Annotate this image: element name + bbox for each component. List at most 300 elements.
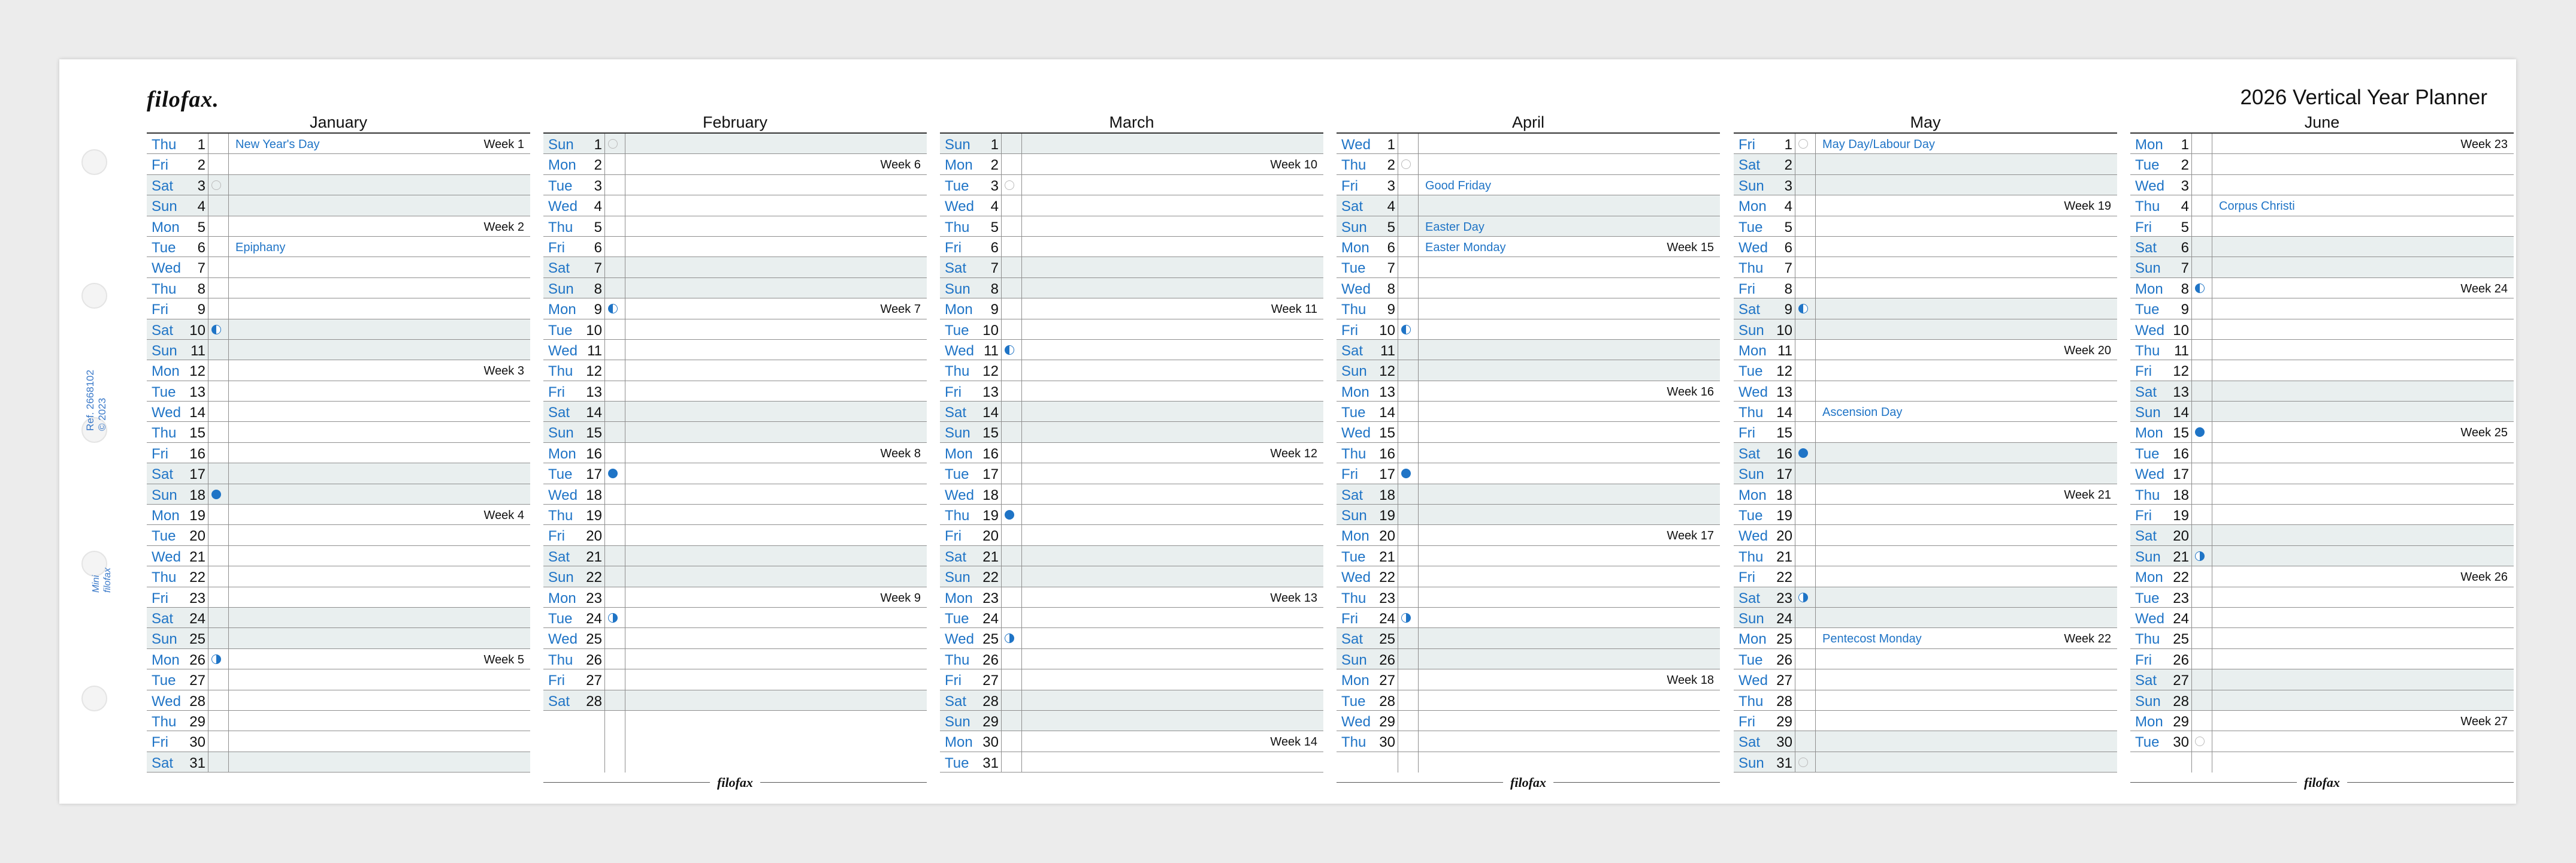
day-of-week: Sat (1341, 487, 1363, 503)
day-row[interactable] (940, 484, 1323, 505)
day-number: 9 (594, 301, 602, 318)
day-row[interactable] (1734, 649, 2117, 669)
day-of-week: Sat (152, 610, 174, 627)
day-row[interactable] (1734, 608, 2117, 628)
day-number: 27 (1379, 672, 1395, 689)
day-of-week: Thu (2135, 198, 2160, 215)
footer-logo: filofax (2297, 775, 2347, 790)
day-row[interactable] (147, 340, 530, 360)
day-row[interactable] (543, 298, 927, 319)
day-row[interactable] (2130, 566, 2514, 587)
day-row[interactable] (543, 443, 927, 463)
day-row[interactable] (543, 134, 927, 154)
week-number: Week 2 (483, 220, 524, 234)
day-number: 19 (2173, 508, 2189, 524)
day-row[interactable] (543, 505, 927, 525)
day-number: 3 (594, 177, 602, 194)
day-of-week: Tue (945, 466, 969, 483)
week-number: Week 4 (483, 509, 524, 523)
day-row[interactable] (1337, 257, 1720, 277)
day-row[interactable] (147, 360, 530, 381)
day-row[interactable] (940, 422, 1323, 442)
reference-code (77, 329, 119, 431)
day-row[interactable] (147, 195, 530, 216)
day-number: 12 (1776, 363, 1792, 380)
day-row[interactable] (147, 669, 530, 690)
day-of-week: Tue (1739, 219, 1763, 236)
day-row[interactable] (2130, 278, 2514, 298)
day-of-week: Sat (2135, 528, 2157, 545)
day-of-week: Thu (2135, 631, 2160, 648)
day-of-week: Sat (1739, 301, 1761, 318)
day-row[interactable] (1734, 752, 2117, 773)
day-of-week: Mon (1739, 198, 1767, 215)
day-number: 5 (1784, 219, 1792, 236)
day-of-week: Mon (2135, 425, 2163, 442)
day-row[interactable] (1337, 360, 1720, 381)
day-number: 15 (189, 425, 205, 442)
day-row[interactable] (543, 360, 927, 381)
day-row[interactable] (1337, 216, 1720, 237)
day-row[interactable] (1337, 175, 1720, 195)
day-of-week: Thu (1341, 734, 1366, 751)
day-row[interactable] (147, 505, 530, 525)
day-row[interactable] (1337, 525, 1720, 545)
day-number: 20 (189, 528, 205, 545)
footer-logo-line (1337, 775, 1720, 790)
month-header: January (147, 112, 530, 134)
day-row[interactable] (940, 402, 1323, 422)
day-row[interactable] (1734, 525, 2117, 545)
day-number: 9 (197, 301, 205, 318)
day-row[interactable] (940, 546, 1323, 566)
day-number: 18 (2173, 487, 2189, 503)
day-row[interactable] (147, 422, 530, 442)
day-row[interactable] (1734, 340, 2117, 360)
day-of-week: Sun (548, 569, 574, 586)
day-row[interactable] (543, 402, 927, 422)
day-number: 2 (1387, 157, 1395, 174)
last-quarter-moon-icon (1401, 325, 1411, 334)
day-row[interactable] (940, 690, 1323, 711)
day-row[interactable] (147, 298, 530, 319)
day-row[interactable] (940, 649, 1323, 669)
day-of-week: Sat (548, 260, 570, 277)
day-row[interactable] (1734, 195, 2117, 216)
day-row[interactable] (2130, 669, 2514, 690)
day-row[interactable] (1337, 402, 1720, 422)
day-of-week: Wed (1341, 425, 1371, 442)
day-number: 26 (586, 651, 602, 668)
day-row[interactable] (1337, 422, 1720, 442)
day-of-week: Wed (945, 198, 974, 215)
day-of-week: Mon (152, 651, 180, 668)
day-number: 20 (1379, 528, 1395, 545)
day-of-week: Mon (945, 445, 973, 462)
day-of-week: Thu (548, 219, 573, 236)
day-row[interactable] (1734, 566, 2117, 587)
day-number: 4 (594, 198, 602, 215)
day-row[interactable] (940, 319, 1323, 340)
day-row[interactable] (147, 216, 530, 237)
day-row[interactable] (543, 587, 927, 608)
day-row[interactable] (940, 443, 1323, 463)
day-row[interactable] (1734, 175, 2117, 195)
day-row[interactable] (2130, 257, 2514, 277)
day-row[interactable] (1337, 711, 1720, 731)
day-row[interactable] (543, 546, 927, 566)
day-row[interactable] (2130, 443, 2514, 463)
day-row[interactable] (940, 154, 1323, 174)
day-row[interactable] (2130, 134, 2514, 154)
day-row[interactable] (1337, 340, 1720, 360)
day-row[interactable] (543, 340, 927, 360)
day-row[interactable] (147, 237, 530, 257)
day-row[interactable] (940, 505, 1323, 525)
day-row[interactable] (1337, 463, 1720, 484)
day-row[interactable] (147, 484, 530, 505)
week-number: Week 13 (1270, 591, 1317, 605)
day-number: 31 (189, 755, 205, 771)
day-row[interactable] (1337, 628, 1720, 648)
day-row[interactable] (2130, 587, 2514, 608)
week-number: Week 21 (2064, 488, 2111, 502)
day-of-week: Fri (1739, 137, 1755, 153)
day-row[interactable] (147, 690, 530, 711)
day-row[interactable] (147, 711, 530, 731)
day-row[interactable] (940, 525, 1323, 545)
day-row[interactable] (1337, 587, 1720, 608)
day-of-week: Tue (1739, 363, 1763, 380)
day-number: 29 (189, 713, 205, 730)
day-row[interactable] (1337, 731, 1720, 752)
day-row[interactable] (1337, 278, 1720, 298)
brand-logo: filofax. (147, 87, 219, 112)
day-row[interactable] (1734, 278, 2117, 298)
first-quarter-moon-icon (2195, 551, 2205, 561)
day-row[interactable] (940, 711, 1323, 731)
day-row[interactable] (543, 237, 927, 257)
day-row[interactable] (2130, 175, 2514, 195)
day-number: 12 (982, 363, 999, 380)
day-row[interactable] (543, 319, 927, 340)
day-row[interactable] (1337, 649, 1720, 669)
day-row[interactable] (543, 649, 927, 669)
day-row[interactable] (543, 628, 927, 648)
day-row[interactable] (2130, 319, 2514, 340)
day-number: 22 (189, 569, 205, 586)
day-row[interactable] (543, 690, 927, 711)
day-of-week: Thu (152, 137, 177, 153)
day-row[interactable] (940, 216, 1323, 237)
day-number: 10 (982, 322, 999, 339)
day-number: 14 (1379, 405, 1395, 421)
day-of-week: Tue (1341, 405, 1366, 421)
day-of-week: Fri (1739, 425, 1755, 442)
day-row[interactable] (543, 175, 927, 195)
day-row[interactable] (147, 649, 530, 669)
day-number: 6 (1387, 239, 1395, 256)
day-row[interactable] (1337, 134, 1720, 154)
day-row[interactable] (2130, 154, 2514, 174)
day-row[interactable] (2130, 525, 2514, 545)
day-of-week: Sun (1739, 177, 1764, 194)
day-row[interactable] (2130, 463, 2514, 484)
day-row[interactable] (1337, 319, 1720, 340)
day-number: 15 (982, 425, 999, 442)
day-row[interactable] (543, 566, 927, 587)
day-row[interactable] (147, 175, 530, 195)
day-row[interactable] (1734, 731, 2117, 752)
day-row[interactable] (1734, 319, 2117, 340)
day-row[interactable] (147, 154, 530, 174)
day-row[interactable] (940, 278, 1323, 298)
week-number: Week 11 (1271, 303, 1317, 316)
day-row[interactable] (2130, 649, 2514, 669)
day-of-week: Sun (152, 342, 177, 359)
day-row[interactable] (940, 566, 1323, 587)
day-number: 17 (586, 466, 602, 483)
day-row[interactable] (147, 587, 530, 608)
day-of-week: Tue (945, 322, 969, 339)
day-row[interactable] (940, 628, 1323, 648)
day-number: 9 (990, 301, 999, 318)
day-number: 11 (1380, 342, 1395, 359)
day-row[interactable] (940, 195, 1323, 216)
day-row[interactable] (1734, 484, 2117, 505)
day-row[interactable] (1337, 505, 1720, 525)
day-of-week: Mon (2135, 713, 2163, 730)
day-row[interactable] (940, 134, 1323, 154)
day-row[interactable] (1734, 360, 2117, 381)
day-row[interactable] (1337, 566, 1720, 587)
day-row[interactable] (940, 608, 1323, 628)
footer-logo: filofax (1503, 775, 1553, 790)
day-of-week: Thu (1341, 301, 1366, 318)
day-number: 4 (990, 198, 999, 215)
day-row[interactable] (1734, 669, 2117, 690)
day-row[interactable] (1734, 298, 2117, 319)
day-number: 16 (1776, 445, 1792, 462)
day-row[interactable] (940, 752, 1323, 773)
day-number: 13 (982, 384, 999, 400)
day-row[interactable] (1734, 505, 2117, 525)
day-row[interactable] (543, 608, 927, 628)
new-moon-icon (2195, 737, 2205, 746)
day-of-week: Sat (548, 405, 570, 421)
day-number: 11 (587, 342, 602, 359)
day-number: 23 (1776, 590, 1792, 606)
day-row[interactable] (2130, 711, 2514, 731)
day-row[interactable] (1337, 443, 1720, 463)
day-row[interactable] (147, 278, 530, 298)
day-row[interactable] (147, 463, 530, 484)
day-row[interactable] (147, 608, 530, 628)
day-row[interactable] (1734, 154, 2117, 174)
day-row[interactable] (2130, 422, 2514, 442)
day-row[interactable] (147, 566, 530, 587)
day-row[interactable] (1734, 134, 2117, 154)
day-of-week: Mon (548, 445, 576, 462)
day-of-week: Thu (1341, 590, 1366, 606)
day-of-week: Wed (152, 548, 181, 565)
day-number: 10 (1379, 322, 1395, 339)
day-row[interactable] (2130, 690, 2514, 711)
footer-logo: filofax (710, 775, 760, 790)
day-row[interactable] (147, 402, 530, 422)
day-of-week: Mon (548, 301, 576, 318)
day-row[interactable] (2130, 608, 2514, 628)
day-row[interactable] (1734, 237, 2117, 257)
day-row[interactable] (1337, 381, 1720, 402)
day-row[interactable] (1734, 402, 2117, 422)
day-row[interactable] (1734, 463, 2117, 484)
day-of-week: Wed (1739, 239, 1768, 256)
day-row[interactable] (1734, 546, 2117, 566)
day-row[interactable] (2130, 402, 2514, 422)
day-row[interactable] (1734, 711, 2117, 731)
day-row[interactable] (2130, 340, 2514, 360)
month-february (543, 112, 927, 790)
day-row[interactable] (543, 422, 927, 442)
day-row[interactable] (543, 381, 927, 402)
day-row[interactable] (1734, 587, 2117, 608)
day-of-week: Fri (1739, 280, 1755, 297)
day-number: 13 (189, 384, 205, 400)
day-row[interactable] (1337, 484, 1720, 505)
day-row[interactable] (1337, 669, 1720, 690)
day-row[interactable] (940, 731, 1323, 752)
day-of-week: Wed (548, 631, 578, 648)
day-row[interactable] (940, 463, 1323, 484)
day-row[interactable] (940, 237, 1323, 257)
day-row[interactable] (940, 587, 1323, 608)
day-number: 7 (594, 260, 602, 277)
day-row[interactable] (1337, 690, 1720, 711)
day-row[interactable] (2130, 731, 2514, 752)
day-row[interactable] (940, 360, 1323, 381)
day-of-week: Mon (1739, 487, 1767, 503)
day-of-week: Tue (152, 239, 176, 256)
day-row[interactable] (147, 525, 530, 545)
day-row[interactable] (1734, 443, 2117, 463)
day-of-week: Mon (2135, 137, 2163, 153)
day-of-week: Tue (2135, 734, 2160, 751)
day-row[interactable] (2130, 298, 2514, 319)
day-row[interactable] (147, 752, 530, 773)
day-row[interactable] (2130, 484, 2514, 505)
day-row[interactable] (147, 134, 530, 154)
day-number: 26 (189, 651, 205, 668)
day-of-week: Fri (1341, 322, 1358, 339)
day-row[interactable] (1734, 628, 2117, 648)
day-number: 16 (982, 445, 999, 462)
week-number: Week 27 (2460, 714, 2508, 728)
day-of-week: Sat (152, 177, 174, 194)
day-row[interactable] (543, 484, 927, 505)
day-row[interactable] (1734, 216, 2117, 237)
day-row[interactable] (1734, 422, 2117, 442)
day-number: 25 (189, 631, 205, 648)
day-row[interactable] (2130, 360, 2514, 381)
day-row[interactable] (940, 381, 1323, 402)
day-of-week: Mon (1739, 342, 1767, 359)
day-row[interactable] (940, 669, 1323, 690)
day-row[interactable] (543, 195, 927, 216)
day-row[interactable] (1734, 381, 2117, 402)
day-row[interactable] (543, 525, 927, 545)
day-of-week: Tue (2135, 301, 2160, 318)
day-row[interactable] (940, 298, 1323, 319)
day-number: 25 (586, 631, 602, 648)
day-row[interactable] (543, 463, 927, 484)
day-row[interactable] (1337, 298, 1720, 319)
day-row[interactable] (1734, 257, 2117, 277)
day-row[interactable] (2130, 216, 2514, 237)
day-row[interactable] (543, 669, 927, 690)
day-row[interactable] (2130, 505, 2514, 525)
day-row[interactable] (147, 443, 530, 463)
day-row[interactable] (543, 278, 927, 298)
day-number: 24 (2173, 610, 2189, 627)
day-number: 28 (1776, 693, 1792, 710)
week-number: Week 6 (880, 158, 921, 172)
day-number: 16 (189, 445, 205, 462)
day-row[interactable] (1337, 154, 1720, 174)
day-row[interactable] (543, 154, 927, 174)
day-row[interactable] (147, 319, 530, 340)
day-row[interactable] (543, 257, 927, 277)
day-row[interactable] (2130, 237, 2514, 257)
day-row[interactable] (940, 257, 1323, 277)
new-moon-icon (1005, 180, 1014, 190)
holiday-label: Corpus Christi (2219, 200, 2295, 213)
day-row[interactable] (147, 381, 530, 402)
day-row[interactable] (147, 546, 530, 566)
day-row[interactable] (1734, 690, 2117, 711)
day-row[interactable] (940, 340, 1323, 360)
day-number: 13 (586, 384, 602, 400)
day-row[interactable] (147, 731, 530, 752)
day-row[interactable] (543, 216, 927, 237)
day-row[interactable] (1337, 546, 1720, 566)
day-row[interactable] (2130, 546, 2514, 566)
empty-row (2130, 752, 2514, 773)
holiday-label: Pentecost Monday (1822, 632, 1922, 646)
day-row[interactable] (147, 257, 530, 277)
day-number: 20 (2173, 528, 2189, 545)
day-number: 10 (189, 322, 205, 339)
day-number: 8 (2181, 280, 2189, 297)
day-number: 21 (1379, 548, 1395, 565)
day-row[interactable] (940, 175, 1323, 195)
day-row[interactable] (2130, 381, 2514, 402)
day-of-week: Sun (1739, 610, 1764, 627)
day-row[interactable] (1337, 237, 1720, 257)
day-number: 17 (1776, 466, 1792, 483)
day-row[interactable] (2130, 195, 2514, 216)
day-row[interactable] (2130, 628, 2514, 648)
day-of-week: Fri (2135, 508, 2152, 524)
day-row[interactable] (1337, 195, 1720, 216)
day-number: 23 (189, 590, 205, 606)
day-number: 18 (1379, 487, 1395, 503)
day-number: 12 (586, 363, 602, 380)
day-row[interactable] (1337, 608, 1720, 628)
day-row[interactable] (147, 628, 530, 648)
day-number: 2 (990, 157, 999, 174)
day-number: 27 (982, 672, 999, 689)
